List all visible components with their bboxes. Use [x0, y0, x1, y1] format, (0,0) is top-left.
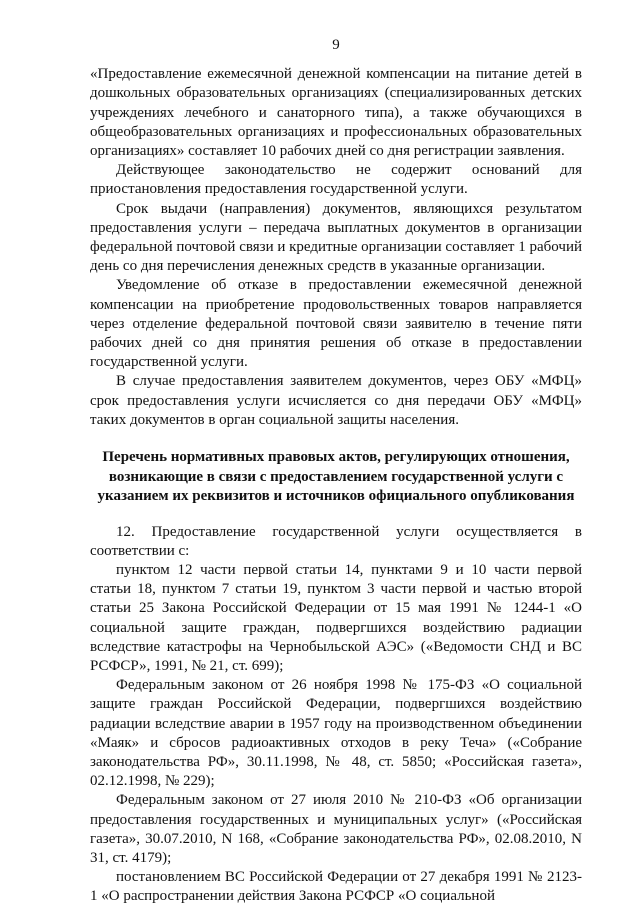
page-number: 9 — [332, 37, 340, 53]
paragraph-mfc-term: В случае предоставления заявителем документов, через ОБУ «МФЦ» срок предоставления услуги исчисляется со дня передачи ОБУ «МФЦ» таких документов в орган социальной защиты населения. — [90, 373, 582, 428]
paragraph-resolution-2123: постановлением ВС Российской Федерации от 27 декабря 1991 № 2123-1 «О распространении действия Закона РСФСР «О социальной — [90, 869, 582, 905]
paragraph-law-175: Федеральным законом от 26 ноября 1998 № 175-ФЗ «О социальной защите граждан Российской Федерации, подвергшихся воздействию радиации вследствие аварии в 1957 году на производственном объединении «Маяк» и сбросов радиоактивных отходов в реку Теча» («Собрание законодательства РФ», 30.11.1998, № 48, ст. 5850; «Российская газета», 02.12.1998, № 229); — [90, 677, 582, 790]
paragraph-item-12: 12. Предоставление государственной услуги осуществляется в соответствии с: — [90, 523, 582, 559]
paragraph-refusal-notice: Уведомление об отказе в предоставлении ежемесячной денежной компенсации на приобретение продовольственных товаров направляется через отделение федеральной почтовой связи заявителю в течение пяти рабочих дней со дня принятия решения об отказе в предоставлении государственной услуги. — [90, 277, 582, 371]
paragraph-law-1244: пунктом 12 части первой статьи 14, пунктами 9 и 10 части первой статьи 18, пунктом 7 статьи 19, пунктом 3 части первой и частью второй статьи 25 Закона Российской Федерации от 15 мая 1991 № 1244-1 «О социальной защите граждан, подвергшихся воздействию радиации вследствие катастрофы на Чернобыльской АЭС» («Ведомости СНД и ВС РСФСР», 1991, № 21, ст. 699); — [90, 561, 582, 674]
paragraph-no-suspension: Действующее законодательство не содержит оснований для приостановления предоставления государственной услуги. — [90, 162, 582, 198]
paragraph-issue-term: Срок выдачи (направления) документов, являющихся результатом предоставления услуги – передача выплатных документов в организации федеральной почтовой связи и кредитные организации составляет 1 рабочий день со дня перечисления денежных средств в указанные организации. — [90, 200, 582, 275]
paragraph-law-210: Федеральным законом от 27 июля 2010 № 210-ФЗ «Об организации предоставления государственных и муниципальных услуг» («Российская газета», 30.07.2010, N 168, «Собрание законодательства РФ», 02.08.2010, N 31, ст. 4179); — [90, 792, 582, 867]
section-heading: Перечень нормативных правовых актов, регулирующих отношения, возникающие в связи с предоставлением государственной услуги с указанием их реквизитов и источников официального опубликования — [97, 449, 575, 505]
paragraph-compensation-term: «Предоставление ежемесячной денежной компенсации на питание детей в дошкольных образовательных организациях (специализированных детских учреждениях лечебного и санаторного типа), а также обучающихся в общеобразовательных организациях и профессиональных образовательных организациях» составляет 10 рабочих дней со дня регистрации заявления. — [90, 66, 582, 160]
